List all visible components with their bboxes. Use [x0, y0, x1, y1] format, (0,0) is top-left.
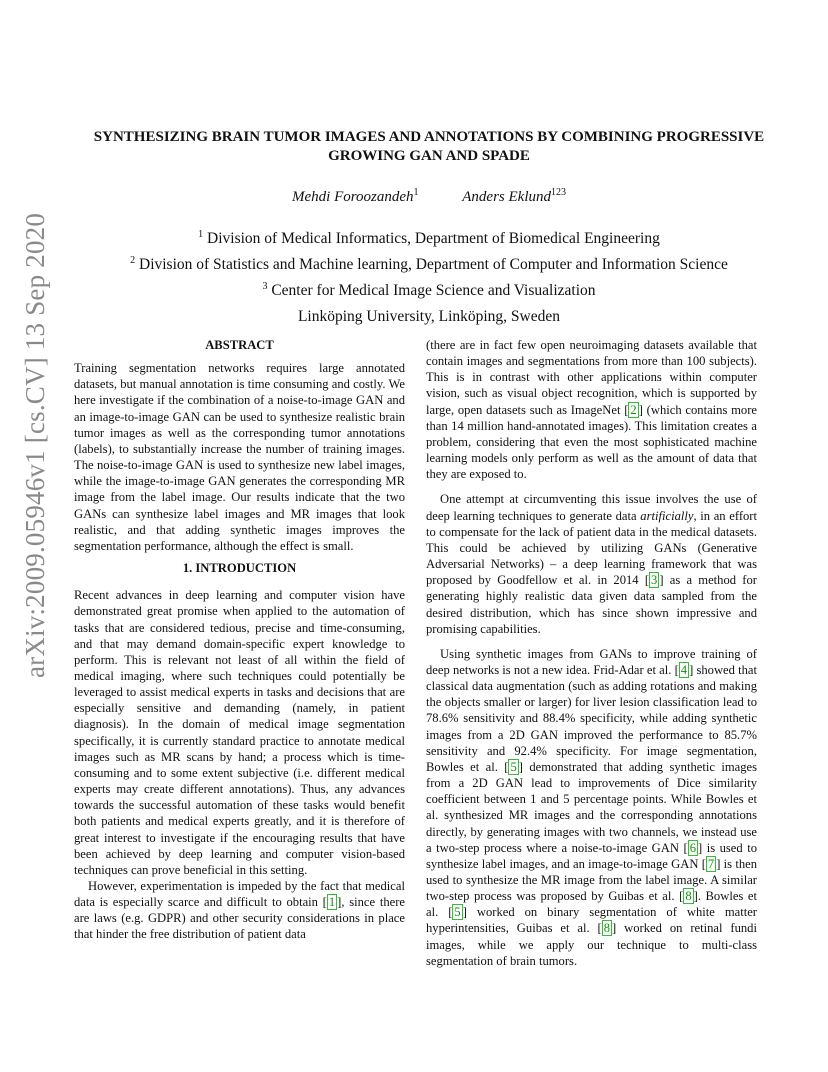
paper-title: SYNTHESIZING BRAIN TUMOR IMAGES AND ANNOTATIONS BY COMBINING PROGRESSIVE GROWING GAN AND SPADE [93, 129, 765, 164]
citation-link[interactable]: 4 [680, 662, 688, 677]
intro-paragraph-2-cont: (there are in fact few open neuroimaging datasets available that contain images and segmentations from more than 100 subjects). This is in contrast with other applications within computer vision, such as visual object recognition, which is supported by large, open datasets such as ImageNet [ 2 ] (which contains more than 14 million hand-annotated images). This limitation creates a problem, considering that even the most sophisticated machine learning models only perform as well as the amount of data that they are exposed to. [426, 338, 757, 482]
citation-link[interactable]: 5 [454, 905, 461, 920]
intro-paragraph-4: Using synthetic images from GANs to improve training of deep networks is not a new idea. Frid-Adar et al. [ 4 ] showed that classical data augmentation (such as adding rotations and making the objects smaller or larger) for liver lesion classification lead to 78.6% sensitivity and 88.4% specificity, while adding synthetic images from a 2D GAN improved the performance to 85.7% sensitivity and 92.4% specificity. For image segmentation, Bowles et al. [ 5 ] demonstrated that adding synthetic images from a 2D GAN lead to improvements of Dice similarity coefficient between 1 and 5 percentage points. While Bowles et al. synthesized MR images and the corresponding annotations directly, by generating images with two channels, we instead use a two-step process where a noise-to-image GAN [ 6 ] is used to synthesize label images, and an image-to-image GAN [ 7 ] is then used to synthesize the MR image from the label image. A similar two-step process was proposed by Guibas et al. [ 8 ]. Bowles et al. [ 5 ] worked on binary segmentation of white matter hyperintensities, Guibas et al. [ 8 ] worked on retinal fundi images, while we apply our technique to multi-class segmentation of brain tumors. [426, 646, 757, 968]
intro-paragraph-1: Recent advances in deep learning and computer vision have demonstrated great promise when applied to the automation of tasks that are considered tedious, precise and time-consuming, and that may demand domain-specific expert knowledge to perform. This is relevant not least of all within the field of medical imaging, where such techniques could potentially be leveraged to assist medical experts in tasks and decisions that are especially sensitive and demanding (namely, in patient diagnosis). In the domain of medical image segmentation specifically, it is currently standard practice to annotate medical images such as MR scans by hand; a process which is time-consuming and to some extent subjective (i.e. different medical experts may create different annotations). Thus, any advances towards the successful automation of these tasks would benefit both patients and medical experts greatly, and it is therefore of great interest to investigate if the encouraging results that have been achieved by deep learning and computer vision-based techniques can prove beneficial in this setting. [74, 588, 405, 877]
affiliation: $^1$ Division of Medical Informatics, Department of Biomedical Engineering [198, 229, 660, 248]
left-column [74, 337, 405, 943]
affiliation: Linköping University, Linköping, Sweden [297, 308, 561, 326]
citation-link[interactable]: 6 [689, 840, 696, 855]
citation-link[interactable]: 8 [603, 921, 611, 936]
intro-paragraph-2: However, experimentation is impeded by the fact that medical data is especially scarce and difficult to obtain [ 1 ], since there are laws (e.g. GDPR) and other security considerations in place that hinder the free distribution of patient data [74, 879, 405, 942]
abstract-text: Training segmentation networks requires large annotated datasets, but manual annotation is time consuming and costly. We here investigate if the combination of a noise-to-image GAN and an image-to-image GAN can be used to synthesize realistic brain tumor images as well as the corresponding tumor annotations (labels), to substantially increase the number of training images. The noise-to-image GAN is used to synthesize new label images, while the image-to-image GAN generates the corresponding MR image from the label image. Our results indicate that the two GANs can synthesize label images and MR images that look realistic, and that adding synthetic images improves the segmentation performance, although the effect is small. [74, 361, 405, 553]
affiliation: $^3$ Center for Medical Image Science and Visualization [262, 281, 596, 300]
author: Anders Eklund$^{123}$ [462, 187, 566, 205]
citation-link[interactable]: 7 [707, 856, 715, 871]
author-list [74, 187, 784, 206]
citation-link[interactable]: 8 [685, 889, 692, 904]
intro-paragraph-3: One attempt at circumventing this issue involves the use of deep learning techniques to generate data artificially, in an effort to compensate for the lack of patient data in the medical datasets. This could be achieved by utilizing GANs (Generative Adversarial Networks) – a deep learning framework that was proposed by Goodfellow et al. in 2014 [ 3 ] as a method for generating highly realistic data given data sampled from the desired distribution, which has since shown impressive and promising capabilities. [426, 492, 758, 636]
section-heading-introduction: 1. INTRODUCTION [182, 561, 297, 576]
abstract-heading: ABSTRACT [205, 338, 274, 352]
citation-link[interactable]: 2 [630, 402, 637, 417]
author: Mehdi Foroozandeh$^1$ [292, 187, 419, 205]
right-column [426, 337, 757, 969]
arxiv-stamp: arXiv:2009.05946v1 [cs.CV] 13 Sep 2020 [20, 212, 50, 678]
citation-link[interactable]: 3 [651, 573, 658, 588]
citation-link[interactable]: 5 [510, 759, 517, 774]
affiliations [74, 224, 784, 329]
citation-link[interactable]: 1 [328, 895, 336, 910]
affiliation: $^2$ Division of Statistics and Machine learning, Department of Computer and Information Science [130, 255, 728, 274]
